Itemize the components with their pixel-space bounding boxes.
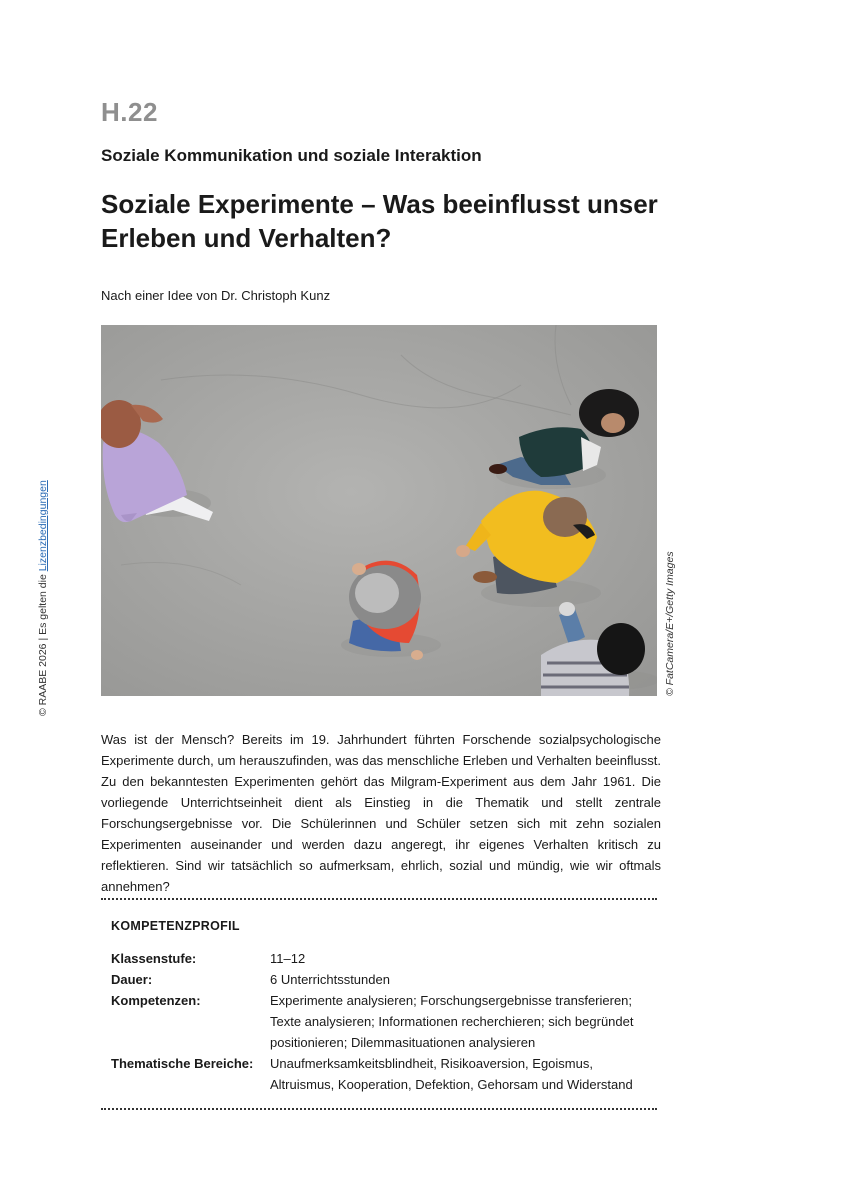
profile-label: Thematische Bereiche: <box>111 1056 254 1071</box>
competence-profile-table <box>111 948 651 1095</box>
profile-label: Klassenstufe: <box>111 951 197 966</box>
copyright-text: © RAABE 2026 | Es gelten die <box>37 571 49 716</box>
intro-paragraph: Was ist der Mensch? Bereits im 19. Jahrhundert führten Forschende sozialpsychologische Experimente durch, um herauszufinden, was das menschliche Erleben und Verhalten beeinflusst. Zu den bekanntesten Experimenten gehört das Milgram-Experiment aus dem Jahr 1961. Die vorliegende Unterrichtseinheit dient als Einstieg in die Thematik und stellt zentrale Forschungsergebnisse vor. Die Schülerinnen und Schüler setzen sich mit zehn sozialen Experimenten auseinander und werden dazu angeregt, ihr eigenes Verhalten kritisch zu reflektieren. Sind wir tatsächlich so aufmerksam, ehrlich, sozial und mündig, wie wir oftmals annehmen? <box>101 732 661 894</box>
license-link[interactable]: Lizenzbedingungen <box>37 480 49 572</box>
profile-label: Kompetenzen: <box>111 993 201 1008</box>
profile-row <box>111 969 651 990</box>
photo-credit: © FatCamera/E+/Getty Images <box>664 551 676 696</box>
profile-label: Dauer: <box>111 972 153 987</box>
unit-title: Soziale Experimente – Was beeinflusst unser Erleben und Verhalten? <box>101 189 658 253</box>
side-license-note <box>37 480 49 716</box>
unit-code: H.22 <box>101 97 158 127</box>
profile-row <box>111 948 651 969</box>
profile-row <box>111 990 651 1053</box>
profile-value: Unaufmerksamkeitsblindheit, Risikoaversion, Egoismus, Altruismus, Kooperation, Defektion, Gehorsam und Widerstand <box>270 1056 633 1092</box>
unit-subtitle: Soziale Kommunikation und soziale Interaktion <box>101 146 482 165</box>
cover-photo <box>101 325 657 696</box>
profile-value: 6 Unterrichtsstunden <box>270 972 390 987</box>
profile-row <box>111 1053 651 1095</box>
profile-value: Experimente analysieren; Forschungsergebnisse transferieren; Texte analysieren; Informationen recherchieren; sich begründet positionieren; Dilemmasituationen analysieren <box>270 993 634 1050</box>
competence-profile-heading: KOMPETENZPROFIL <box>111 919 240 933</box>
dotted-divider-bottom <box>101 1108 657 1110</box>
dotted-divider-top <box>101 898 657 900</box>
profile-value: 11–12 <box>270 951 306 966</box>
author-note: Nach einer Idee von Dr. Christoph Kunz <box>101 288 331 303</box>
